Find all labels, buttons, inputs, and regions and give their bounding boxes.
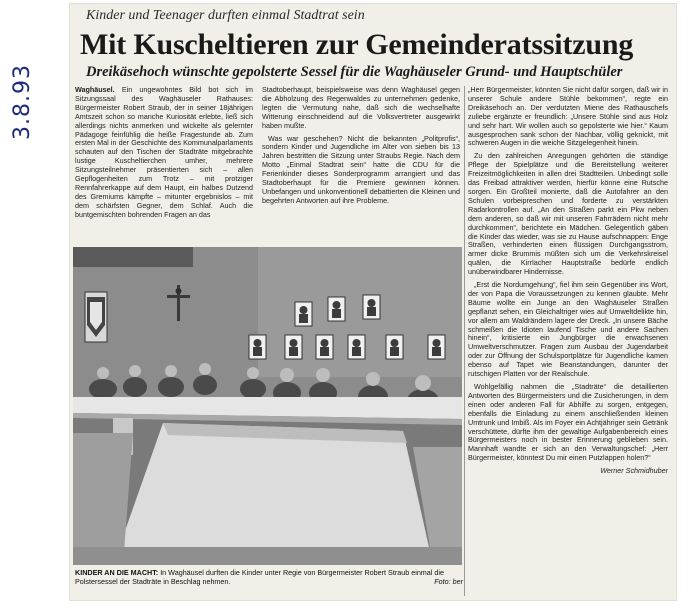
column-1-text: Ein ungewohntes Bild bot sich im Sitzungssaal des Waghäuseler Rathauses: Bürgermeister Robert Straub, der in seiner 18jährigen Amtszeit schon so manche Kuriosität erlebte, ließ sich allerdings nichts anmerken und wickelte als gelernter Pädagoge feinfühlig die heiße Fragestunde ab. Zum ersten Mal in der Geschichte des Kommunalparlaments schauten auf den Tischen der Stadträte mitgebrachte lustige Kuscheltierchen umher, mehrere Sitzungsteilnehmer präsentierten sich – allen Gepflogenheiten zum Trotz – mit protziger Rennfahrerkappe auf dem Haupt, ein halbes Dutzend des Gremiums kämpfte – mitunter ergebnislos – mit dem schärfsten Gegner, dem Schlaf. Auch die buntgemischten bohrenden Fragen an das (75, 86, 253, 219)
article-subhead: Dreikäsehoch wünschte gepolsterte Sessel für die Waghäuseler Grund- und Hauptschüler (86, 64, 623, 80)
photo-illustration (73, 247, 462, 565)
column-3-paragraph-4: Wohlgefällig nahmen die „Stadträte“ die detaillierten Antworten des Bürgermeisters und die Zusicherungen, in dem einen oder anderen Fall für Abhilfe zu sorgen, entgegen, ebenfalls die Einladung zu einem anschließenden kleinen Umtrunk und Imbiß. Als im Foyer ein Achtjähriger sein Getränk verschüttete, dürfte ihm der gewaltige Aufgabenbereich eines Bürgermeisters noch in bester Erinnerung geblieben sein. Mannhaft wandte er sich an den Verwaltungschef: „Herr Bürgermeister, könntest Du mir einen Putzlappen holen?“ (468, 382, 668, 463)
handwritten-date: 3.8.93 (10, 64, 35, 140)
column-2-paragraph-1: Stadtoberhaupt, beispielsweise was denn Waghäusel gegen die Abholzung des Regenwaldes zu unternehmen gedenke, legten die Vermutung nahe, daß sich die wechselhafte Witterung einschneidend auf die Volksvertreter ausgewirkt haben mußte. (262, 86, 460, 130)
dateline: Waghäusel. (75, 86, 115, 94)
article-kicker: Kinder und Teenager durften einmal Stadtrat sein (86, 8, 365, 23)
column-3-paragraph-3: „Erst die Nordumgehung“, fiel ihm sein Gegenüber ins Wort, der von Papa die Voraussetzungen zu kennen glaubte. Mehr Bäume wollte ein Junge an den Waghäuseler Straßen gepflanzt sehen, ein Gleichaltriger wies auf Umweltdelikte hin, vor allem am Waldrändern lagere der Dreck. „In unsere Bäche schmeißen die Idioten laufend Tische und andere Sachen hinein“, kritisierte ein Jungbürger die erwachsenen Umweltverschmutzer. Fragen zum Ausbau der Jugendarbeit oder zur Öffnung der Schulsportplätze für Jugendliche kamen ebenso auf Tapet wie Beanstandungen, darunter der rutschigen Platten vor der Realschule. (468, 280, 668, 379)
photo-caption (75, 568, 463, 586)
column-3-paragraph-2: Zu den zahlreichen Anregungen gehörten die ständige Pflege der Spielplätze und die Bereitstellung weiterer Freizeitmöglichkeiten in allen drei Stadtteilen. Unbedingt solle das Freibad attraktiver werden, hierfür könne eine Rutsche sorgen. Ein Großteil monierte, daß die Autofahrer an den Schulen vorbeipreschen und forderte zu verstärkten Radarkontrollen auf. „An den Straßen parkt ein Pkw neben dem anderen, so daß wir mit unseren Fahrrädern nicht mehr durchkommen“, berichtete ein Mädchen. Gelegentlich gäben die Kinder das wieder, was sie zu Hause aufschnappen: Enge Straßen, verhinderten einen flüssigen Durchgangsstrom, armer dicke Brummis müßten sich um die Verkehrskreisel quälen, die Kirrlacher Hauptstraße bedürfe endlich unüberwindbarer Hindernisse. (468, 151, 668, 277)
author-signature: Werner Schmidhuber (600, 466, 668, 476)
caption-text: In Waghäusel durften die Kinder unter Regie von Bürgermeister Robert Straub einmal die Polstersessel der Stadträte in Beschlag nehmen. (75, 568, 444, 586)
article-column-1 (75, 86, 253, 243)
council-room-photo (73, 247, 462, 565)
article-column-2 (262, 86, 460, 243)
article-headline: Mit Kuscheltieren zur Gemeinderatssitzung (80, 28, 634, 61)
column-2-paragraph-2: Was war geschehen? Nicht die bekannten „Politprofis“, sondern Kinder und Jugendliche im Alter von sieben bis 13 Jahren bestritten die Sitzung unter Straubs Regie. Nach dem Motto „Einmal Stadtrat sein“ hatte die CDU für die Ferienkinder dieses Sonderprogramm arrangiert und das Stadtoberhaupt für die Premiere gewinnen können. Unbefangen und unkonventionell debattierten die Kleinen und begehrten Antworten auf ihre Probleme. (262, 133, 460, 205)
column-1-paragraph (75, 86, 253, 220)
column-divider (464, 86, 465, 596)
article-column-3 (468, 86, 668, 596)
caption-lead: KINDER AN DIE MACHT: (75, 568, 159, 577)
photo-credit: Foto: ber (434, 577, 463, 586)
column-3-paragraph-1: „Herr Bürgermeister, könnten Sie nicht dafür sorgen, daß wir in unserer Schule andere Stühle bekommen“, regte ein Dreikäsehoch an. Der verdutzten Miene des Rathauschefs zuliebe ergänzte er freundlich: „Unsere Stühle sind aus Holz und sehr hart. Wir wollen auch so gepolsterte wie hier.“ Kaum ausgesprochen sank schon der Nachbar, völlig geknickt, mit schweren Augen in die weiche Sitzgelegenheit hinein. (468, 86, 668, 148)
